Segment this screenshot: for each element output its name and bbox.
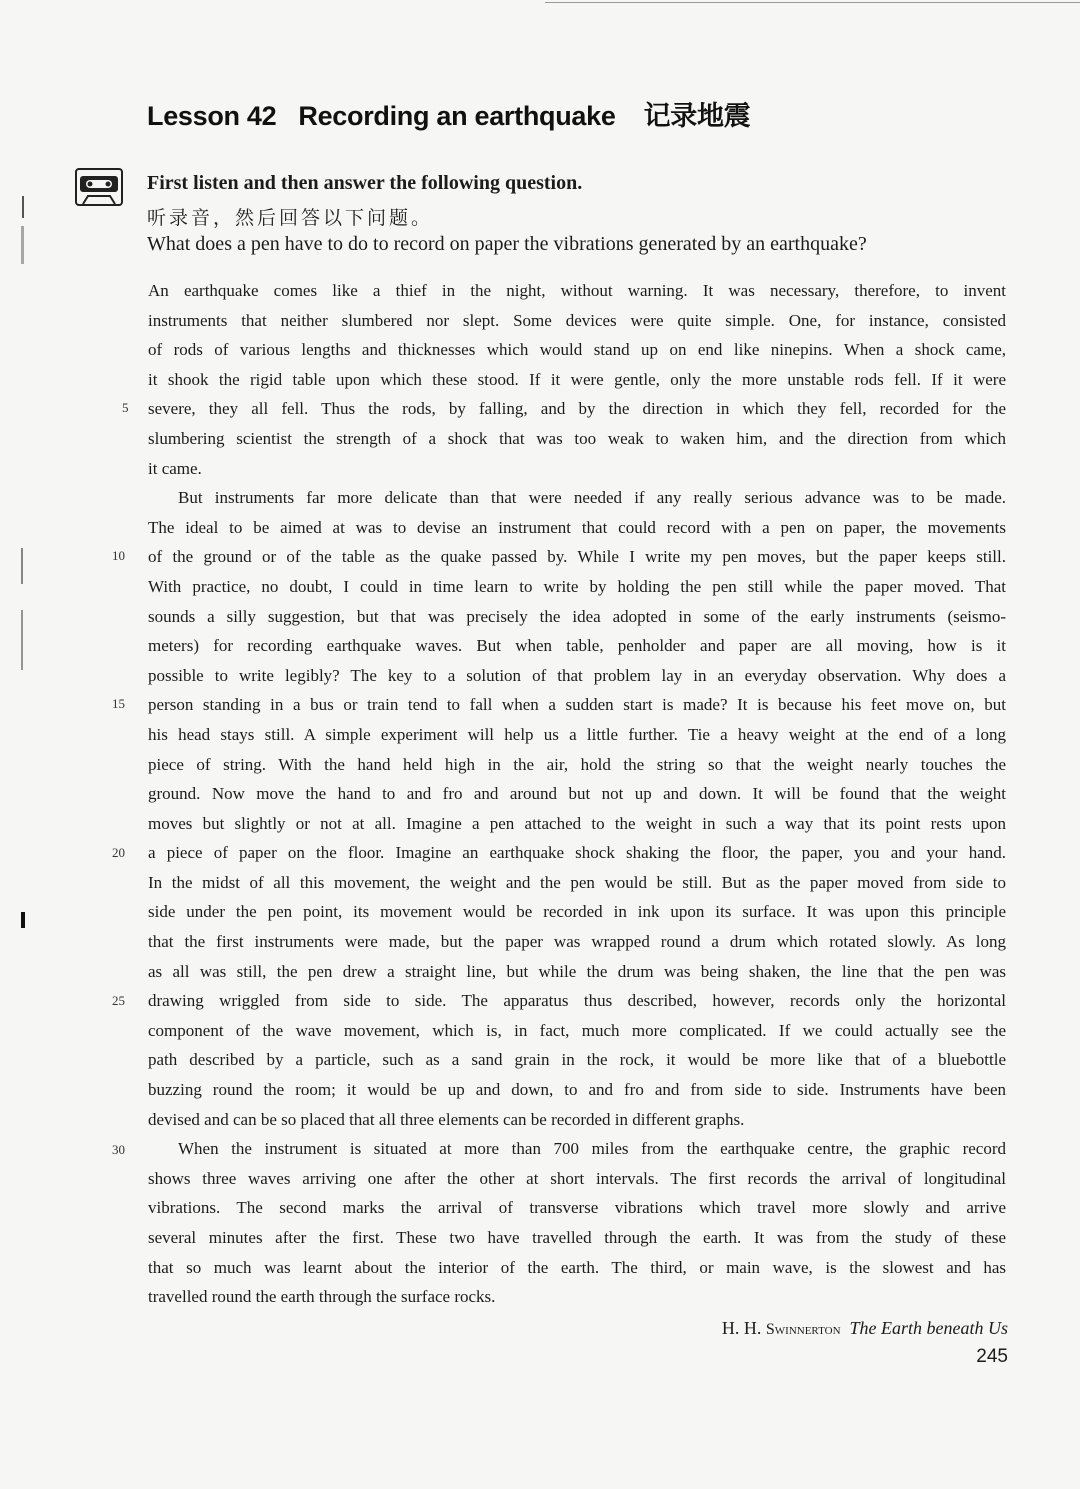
line-number: 25 <box>112 993 125 1008</box>
text-line: The ideal to be aimed at was to devise an instrument that could record with a pen on paper, the movements <box>148 517 1006 537</box>
lesson-label: Lesson 42 <box>147 101 277 131</box>
text-line: travelled round the earth through the surface rocks. <box>148 1287 496 1307</box>
paragraph-1 <box>148 276 1006 483</box>
text-line: it came. <box>148 458 202 478</box>
text-line: In the midst of all this movement, the weight and the pen would be still. But as the paper moved from side to <box>148 872 1006 892</box>
paragraph-3 <box>148 1134 1006 1312</box>
text-line: buzzing round the room; it would be up and down, to and fro and from side to side. Instruments have been <box>148 1080 1006 1100</box>
instruction-heading: First listen and then answer the following question. <box>147 172 583 194</box>
text-line: With practice, no doubt, I could in time learn to write by holding the pen still while the paper moved. That <box>148 576 1006 596</box>
text-line: shows three waves arriving one after the other at short intervals. The first records the arrival of longitudinal <box>148 1168 1006 1188</box>
line-number: 5 <box>122 400 129 415</box>
lesson-title <box>147 94 750 133</box>
margin-mark <box>22 196 24 218</box>
instruction-heading-chinese: 听录音，然后回答以下问题。 <box>147 207 434 229</box>
text-line: moves but slightly or not at all. Imagine a pen attached to the weight in such a way that its point rests upon <box>148 813 1006 833</box>
text-line: path described by a particle, such as a sand grain in the rock, it would be more like that of a bluebottle <box>148 1050 1006 1070</box>
text-line: as all was still, the pen drew a straight line, but while the drum was being shaken, the line that the pen was <box>148 961 1006 981</box>
reading-passage <box>148 276 1006 1312</box>
line-number: 30 <box>112 1142 125 1157</box>
lesson-title-chinese: 记录地震 <box>643 101 751 132</box>
text-line: vibrations. The second marks the arrival of transverse vibrations which travel more slowly and arrive <box>148 1198 1006 1218</box>
author-initials: H. H. <box>721 1318 762 1338</box>
text-line: ground. Now move the hand to and fro and around but not up and down. It will be found that the weight <box>148 784 1006 804</box>
book-title: The Earth beneath Us <box>849 1318 1008 1338</box>
text-line: that so much was learnt about the interior of the earth. The third, or main wave, is the slowest and has <box>148 1257 1006 1277</box>
text-line: it shook the rigid table upon which these stood. If it were gentle, only the more unstable rods fell. If it were <box>148 369 1006 389</box>
text-line: When the instrument is situated at more than 700 miles from the earthquake centre, the graphic record <box>178 1139 1006 1159</box>
text-line: instruments that neither slumbered nor slept. Some devices were quite simple. One, for instance, consisted <box>148 310 1006 330</box>
cassette-tape-icon <box>75 168 123 206</box>
margin-mark <box>21 226 24 264</box>
line-number: 10 <box>112 548 125 563</box>
text-line: of rods of various lengths and thicknesses which would stand up on end like ninepins. When a shock came, <box>148 340 1006 360</box>
text-line: side under the pen point, its movement would be recorded in ink upon its surface. It was upon this principle <box>148 902 1006 922</box>
text-line: slumbering scientist the strength of a shock that was too weak to waken him, and the direction from which <box>148 428 1006 448</box>
text-line: severe, they all fell. Thus the rods, by falling, and by the direction in which they fell, recorded for the <box>148 399 1006 419</box>
text-line: drawing wriggled from side to side. The apparatus thus described, however, records only the horizontal <box>148 991 1006 1011</box>
text-line: of the ground or of the table as the quake passed by. While I write my pen moves, but the paper keeps still. <box>148 547 1006 567</box>
text-line: devised and can be so placed that all three elements can be recorded in different graphs. <box>148 1109 745 1129</box>
text-line: component of the wave movement, which is, in fact, much more complicated. If we could actually see the <box>148 1020 1006 1040</box>
paragraph-2 <box>148 483 1006 1134</box>
text-line: possible to write legibly? The key to a solution of that problem lay in an everyday observation. Why does a <box>148 665 1006 685</box>
text-line: his head stays still. A simple experiment will help us a little further. Tie a heavy weight at the end of a long <box>148 724 1006 744</box>
margin-mark <box>21 912 25 928</box>
author-surname: Swinnerton <box>765 1321 841 1338</box>
text-line: that the first instruments were made, but the paper was wrapped round a drum which rotated slowly. As long <box>148 932 1006 952</box>
text-line: sounds a silly suggestion, but that was precisely the idea adopted in some of the early instruments (seismo- <box>148 606 1006 626</box>
text-line: person standing in a bus or train tend to fall when a sudden start is made? It is because his feet move on, but <box>148 695 1006 715</box>
text-line: An earthquake comes like a thief in the night, without warning. It was necessary, therefore, to invent <box>148 281 1006 300</box>
line-number: 15 <box>112 696 125 711</box>
top-rule <box>545 2 1080 3</box>
attribution <box>722 1318 1008 1339</box>
lesson-title-english: Recording an earthquake <box>298 101 616 131</box>
text-line: several minutes after the first. These two have travelled through the earth. It was from the study of these <box>148 1228 1006 1247</box>
page-number: 245 <box>976 1346 1008 1367</box>
margin-mark <box>21 610 23 670</box>
text-line: meters) for recording earthquake waves. But when table, penholder and paper are all moving, how is it <box>148 636 1006 656</box>
text-line: But instruments far more delicate than that were needed if any really serious advance was to be made. <box>178 488 1006 508</box>
text-line: piece of string. With the hand held high in the air, hold the string so that the weight nearly touches the <box>148 754 1006 774</box>
margin-mark <box>21 548 23 584</box>
line-number: 20 <box>112 845 125 860</box>
text-line: a piece of paper on the floor. Imagine an earthquake shock shaking the floor, the paper, you and your hand. <box>148 843 1006 863</box>
pre-reading-question: What does a pen have to do to record on paper the vibrations generated by an earthquake? <box>147 233 867 255</box>
